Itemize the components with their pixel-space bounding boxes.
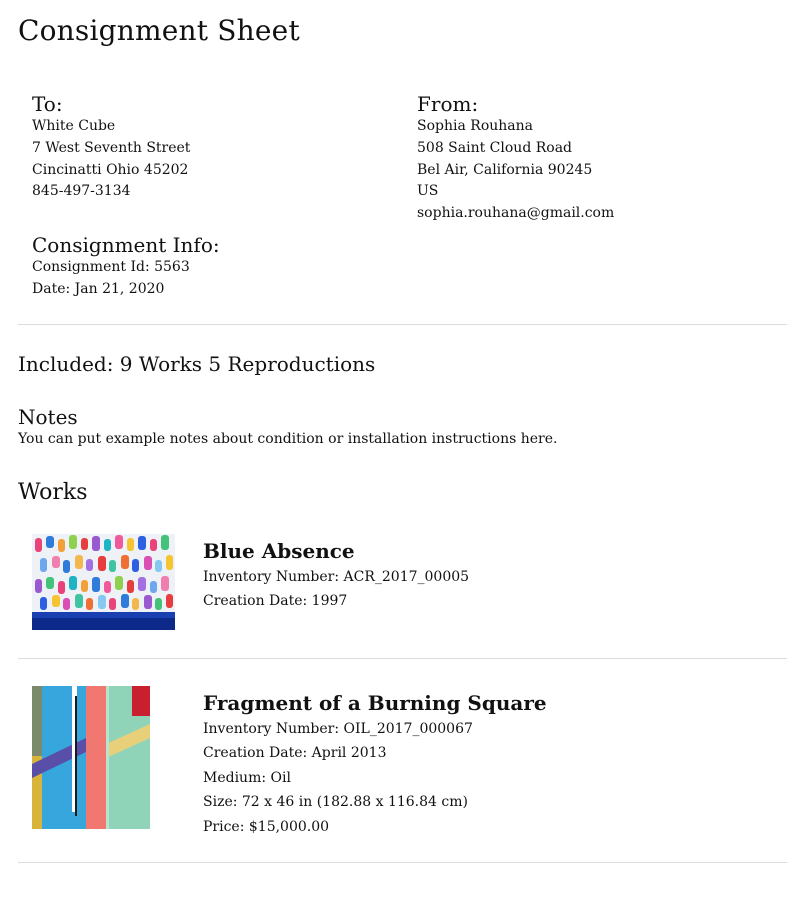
to-line-phone: 845-497-3134 bbox=[32, 183, 131, 200]
page-title: Consignment Sheet bbox=[18, 14, 300, 47]
from-address-block bbox=[417, 92, 614, 225]
work-divider bbox=[18, 658, 787, 659]
from-line-city: Bel Air, California 90245 bbox=[417, 161, 593, 178]
work-item bbox=[203, 538, 469, 614]
to-line-name: White Cube bbox=[32, 118, 116, 134]
work-thumbnail-blue-absence bbox=[32, 534, 175, 630]
notes-text: You can put example notes about condition or installation instructions here. bbox=[18, 431, 558, 447]
work-creation-date: Creation Date: 1997 bbox=[203, 593, 348, 610]
work-inventory-number: Inventory Number: ACR_2017_00005 bbox=[203, 569, 470, 585]
work-medium: Medium: Oil bbox=[203, 769, 291, 786]
work-title: Fragment of a Burning Square bbox=[203, 691, 547, 715]
abstract-stripes-painting-image bbox=[32, 686, 150, 829]
to-heading: To: bbox=[32, 92, 63, 116]
to-line-city: Cincinatti Ohio 45202 bbox=[32, 161, 189, 178]
work-price: Price: $15,000.00 bbox=[203, 818, 330, 835]
work-title: Blue Absence bbox=[203, 539, 355, 563]
work-size: Size: 72 x 46 in (182.88 x 116.84 cm) bbox=[203, 794, 468, 811]
to-address-block bbox=[32, 92, 190, 203]
work-thumbnail-fragment bbox=[32, 686, 150, 829]
abstract-dots-painting-image bbox=[32, 534, 175, 630]
works-heading: Works bbox=[18, 480, 88, 505]
consignment-date: Date: Jan 21, 2020 bbox=[32, 280, 165, 297]
section-divider bbox=[18, 324, 787, 325]
from-heading: From: bbox=[417, 92, 479, 116]
notes-heading: Notes bbox=[18, 405, 78, 429]
consignment-id: Consignment Id: 5563 bbox=[32, 259, 190, 275]
work-divider bbox=[18, 862, 787, 863]
included-summary: Included: 9 Works 5 Reproductions bbox=[18, 352, 376, 376]
from-line-street: 508 Saint Cloud Road bbox=[417, 139, 573, 156]
consignment-info-block bbox=[32, 233, 220, 301]
work-inventory-number: Inventory Number: OIL_2017_000067 bbox=[203, 721, 473, 737]
consignment-info-heading: Consignment Info: bbox=[32, 233, 220, 257]
from-line-email: sophia.rouhana@gmail.com bbox=[417, 205, 615, 222]
from-line-country: US bbox=[417, 183, 439, 200]
from-line-name: Sophia Rouhana bbox=[417, 118, 533, 134]
to-line-street: 7 West Seventh Street bbox=[32, 139, 191, 156]
work-item bbox=[203, 690, 547, 839]
work-creation-date: Creation Date: April 2013 bbox=[203, 745, 387, 762]
